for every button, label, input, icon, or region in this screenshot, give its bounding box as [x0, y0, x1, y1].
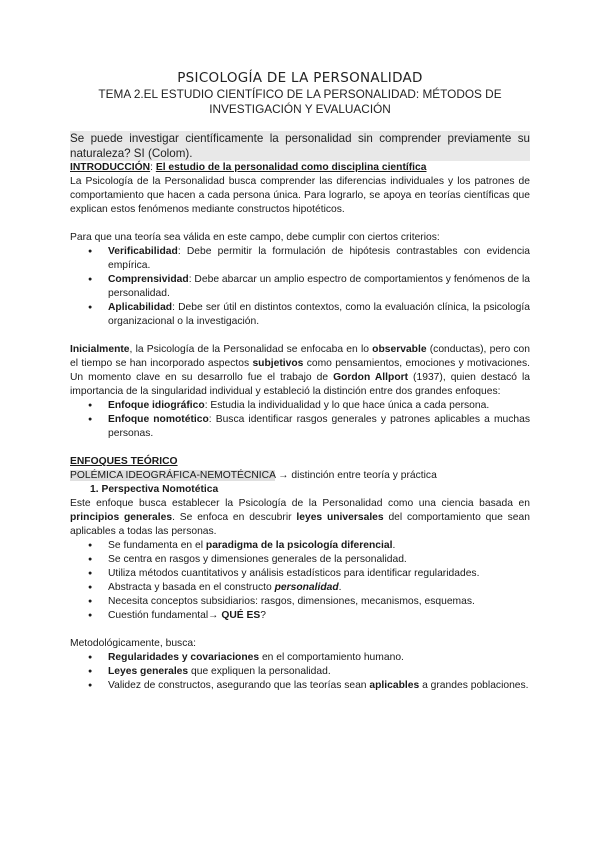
list-item: ● Se fundamenta en el paradigma de la psicología diferencial. [108, 539, 530, 553]
list-item: ● Regularidades y covariaciones en el comportamiento humano. [108, 651, 530, 665]
polemica-line: POLÉMICA IDEOGRÁFICA-NEMOTÉCNICA → distinción entre teoría y práctica [70, 470, 437, 481]
list-item: ● Verificabilidad: Debe permitir la formulación de hipótesis contrastables con evidencia empírica. [108, 245, 530, 273]
highlighted-question: Se puede investigar científicamente la personalidad sin comprender previamente su naturaleza? SI (Colom). [70, 132, 530, 160]
nomotetica-paragraph: Este enfoque busca establecer la Psicología de la Personalidad como una ciencia basada en principios generales. Se enfoca en descubrir leyes universales del comportamiento que sean aplicables a todas las personas. [70, 498, 530, 537]
document-page [70, 70, 530, 693]
list-item: ● Cuestión fundamental→ QUÉ ES? [108, 609, 530, 623]
metodo-lead: Metodológicamente, busca: [70, 638, 196, 649]
list-item: ● Enfoque idiográfico: Estudia la individualidad y lo que hace única a cada persona. [108, 399, 530, 413]
intro-heading-sep: : [150, 162, 156, 173]
intro-heading [70, 161, 530, 175]
list-item: ● Necesita conceptos subsidiarios: rasgos, dimensiones, mecanismos, esquemas. [108, 595, 530, 609]
list-item: ● Validez de constructos, asegurando que las teorías sean aplicables a grandes poblaciones. [108, 679, 530, 693]
intro-heading-label: INTRODUCCIÓN [70, 162, 151, 173]
list-item: ● Abstracta y basada en el constructo personalidad. [108, 581, 530, 595]
list-item: ● Se centra en rasgos y dimensiones generales de la personalidad. [108, 553, 530, 567]
document-title: PSICOLOGÍA DE LA PERSONALIDAD [177, 70, 423, 86]
metodo-list [70, 651, 530, 693]
document-subtitle [70, 87, 530, 117]
subtitle-line-2: INVESTIGACIÓN Y EVALUACIÓN [209, 102, 391, 116]
list-item: ● Aplicabilidad: Debe ser útil en distintos contextos, como la evaluación clínica, la psicología organizacional o la investigación. [108, 301, 530, 329]
criteria-lead: Para que una teoría sea válida en este campo, debe cumplir con ciertos criterios: [70, 232, 440, 243]
criteria-list [70, 245, 530, 329]
enfoques-heading: ENFOQUES TEÓRICO [70, 456, 178, 467]
numbered-heading: 1. Perspectiva Nomotética [90, 484, 219, 495]
nomotetica-list [70, 539, 530, 623]
list-item: ● Leyes generales que expliquen la personalidad. [108, 665, 530, 679]
list-item: ● Utiliza métodos cuantitativos y análisis estadísticos para identificar regularidades. [108, 567, 530, 581]
approaches-list [70, 399, 530, 441]
list-item: ● Comprensividad: Debe abarcar un amplio espectro de comportamientos y fenómenos de la personalidad. [108, 273, 530, 301]
list-item: ● Enfoque nomotético: Busca identificar rasgos generales y patrones aplicables a muchas personas. [108, 413, 530, 441]
history-paragraph: Inicialmente, la Psicología de la Personalidad se enfocaba en lo observable (conductas), pero con el tiempo se han incorporado aspectos subjetivos como pensamientos, emociones y motivaciones. Un momento clave en su desarrollo fue el trabajo de Gordon Allport (1937), quien destacó la importancia de la singularidad individual y estableció la distinción entre dos grandes enfoques: [70, 344, 531, 397]
intro-heading-topic: El estudio de la personalidad como disciplina científica [155, 162, 427, 173]
subtitle-line-1: TEMA 2.EL ESTUDIO CIENTÍFICO DE LA PERSONALIDAD: MÉTODOS DE [98, 87, 502, 101]
intro-paragraph: La Psicología de la Personalidad busca comprender las diferencias individuales y los patrones de comportamiento que hacen a cada persona única. Para lograrlo, se apoya en teorías científicas que explican estos fenómenos mediante constructos hipotéticos. [70, 176, 530, 215]
